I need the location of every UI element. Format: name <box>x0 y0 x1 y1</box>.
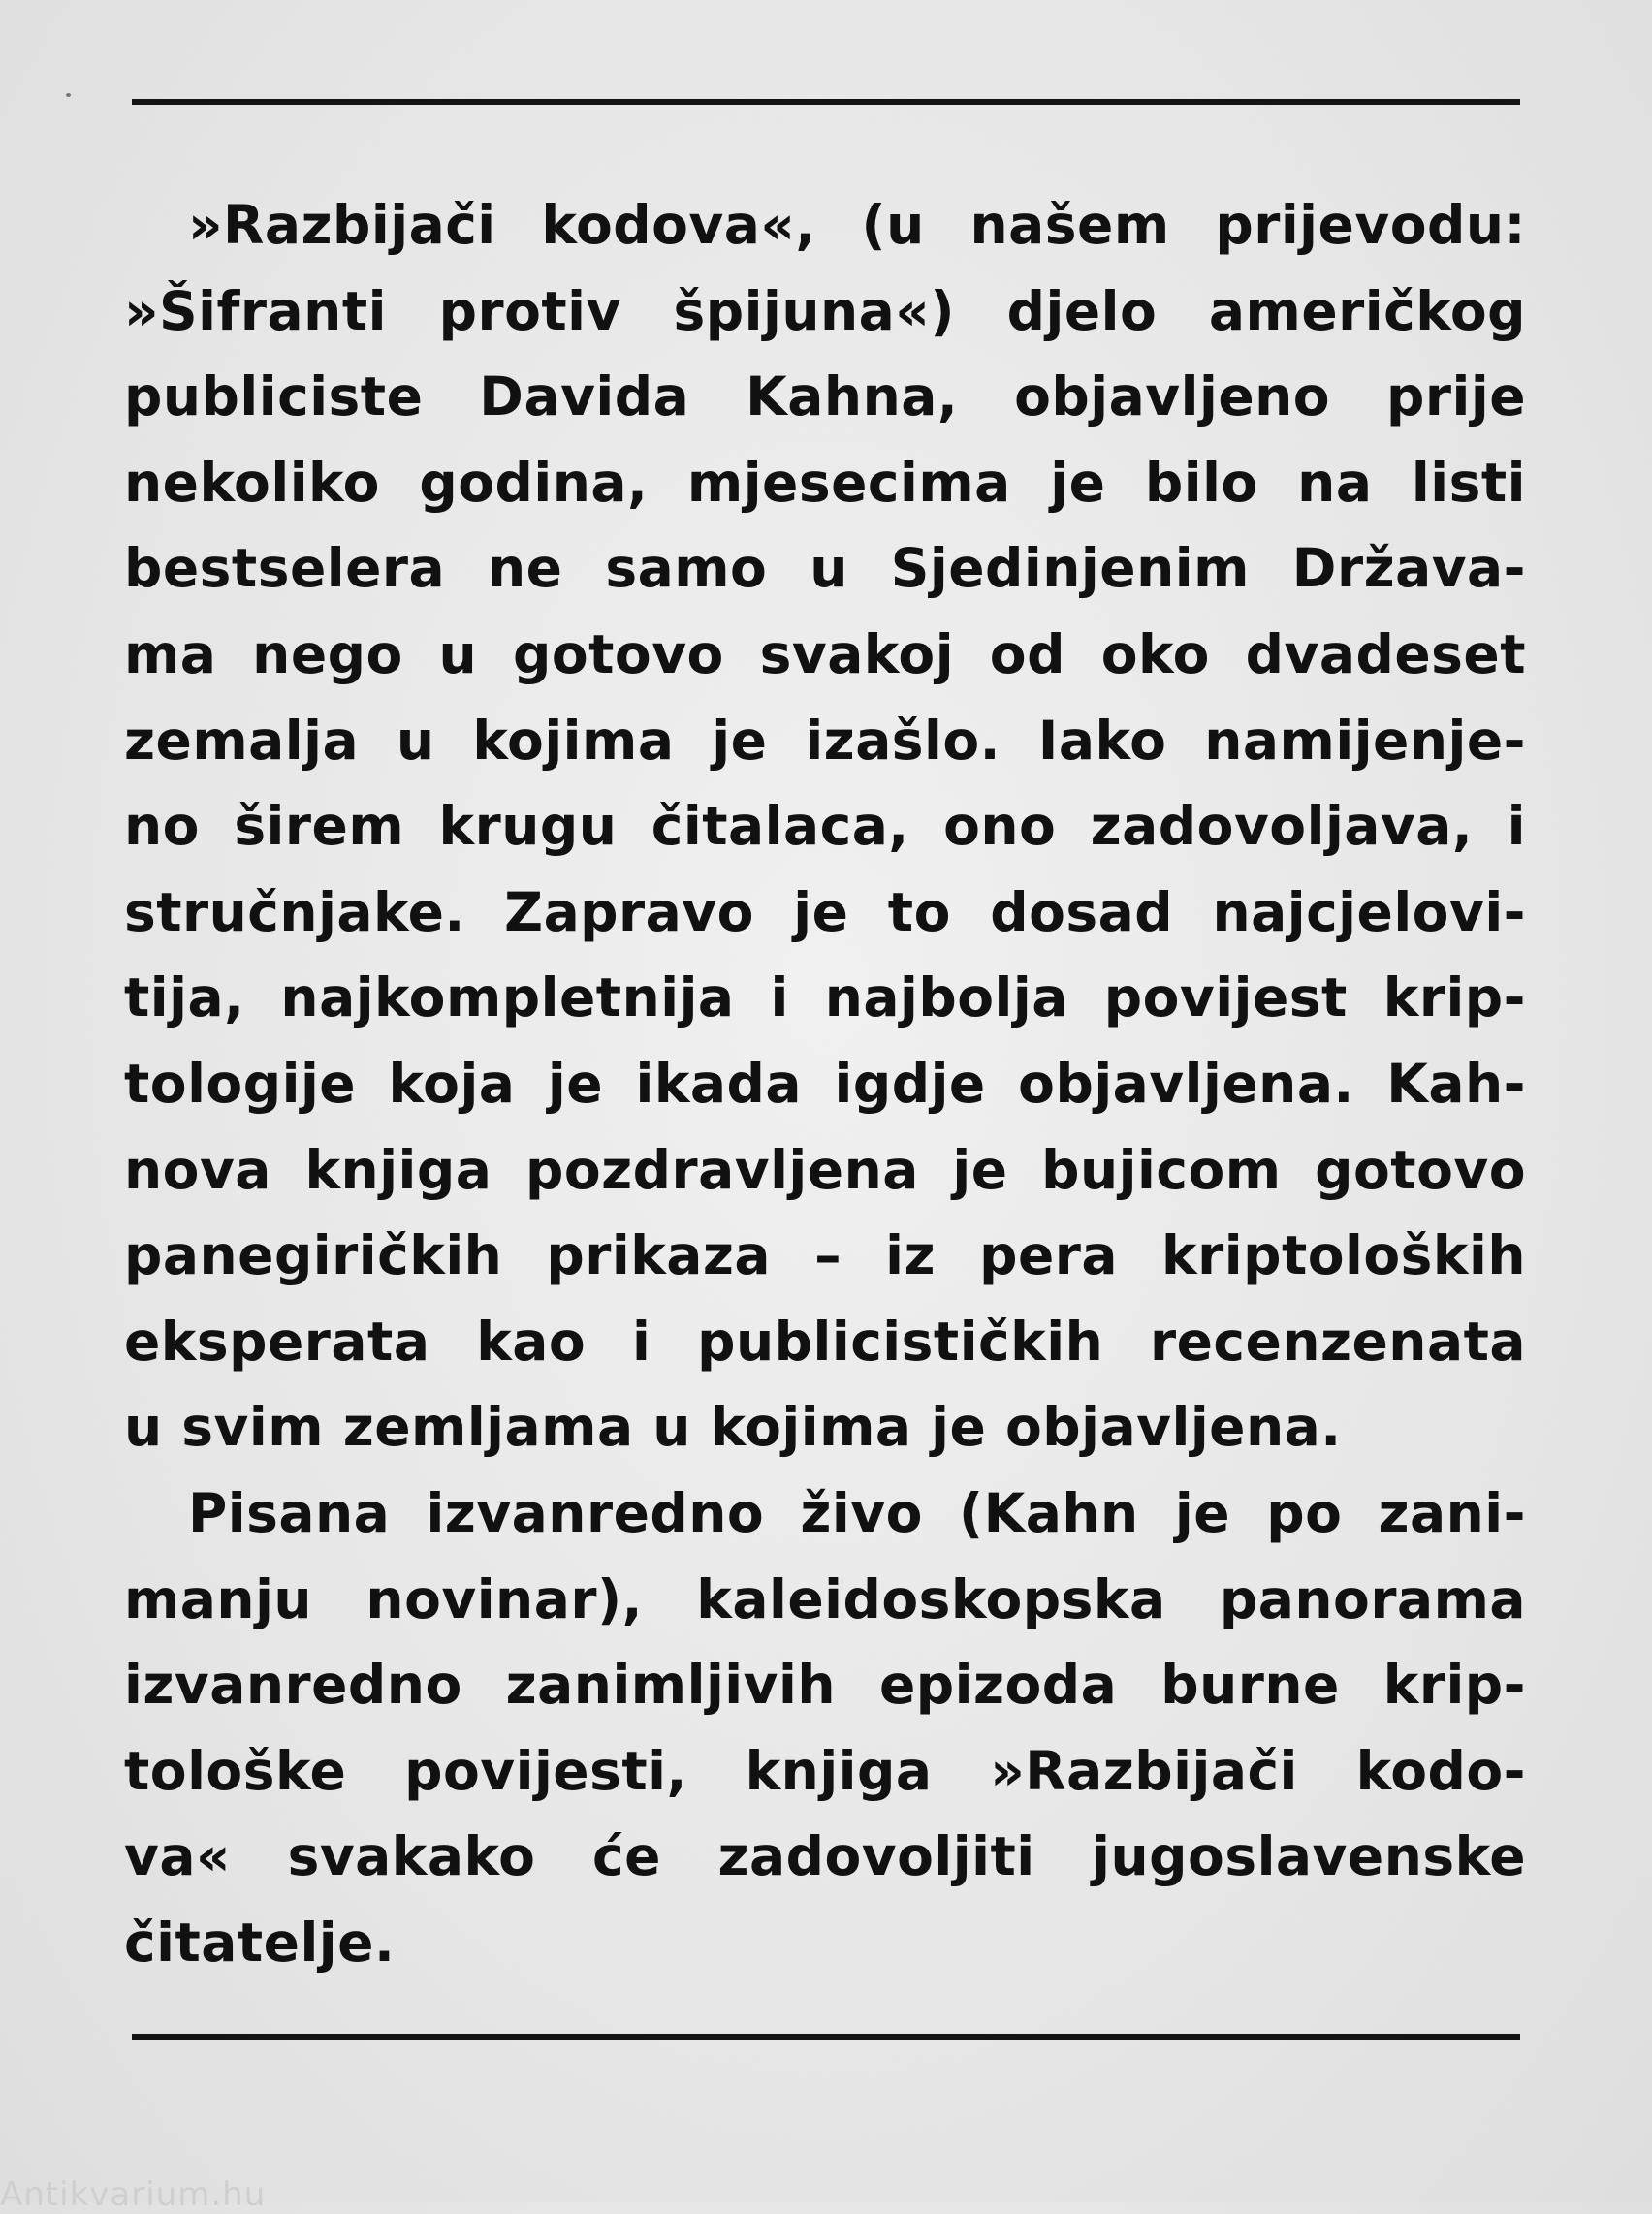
text-line: »Šifranti protiv špijuna«) djelo američkog <box>124 279 1526 342</box>
text-line: no širem krugu čitalaca, ono zadovoljava, i <box>124 795 1526 858</box>
bottom-rule <box>132 2034 1520 2040</box>
text-line: zemalja u kojima je izašlo. Iako namijenje- <box>124 709 1526 772</box>
blurb-text <box>124 182 1526 1985</box>
text-line: publiciste Davida Kahna, objavljeno prije <box>124 365 1526 428</box>
text-line: bestselera ne samo u Sjedinjenim Država- <box>124 537 1526 600</box>
paper-speck <box>66 93 71 97</box>
text-line: panegiričkih prikaza – iz pera kriptoloških <box>124 1224 1526 1287</box>
text-line: čitatelje. <box>124 1911 396 1974</box>
text-line: nekoliko godina, mjesecima je bilo na listi <box>124 451 1526 514</box>
top-rule <box>132 99 1520 105</box>
text-line: va« svakako će zadovoljiti jugoslavenske <box>124 1825 1526 1888</box>
text-line: ma nego u gotovo svakoj od oko dvadeset <box>124 622 1526 685</box>
text-line: tologije koja je ikada igdje objavljena. Kah- <box>124 1052 1526 1115</box>
text-line: tološke povijesti, knjiga »Razbijači kodo- <box>124 1739 1526 1802</box>
text-line: u svim zemljama u kojima je objavljena. <box>124 1396 1342 1459</box>
text-line: manju novinar), kaleidoskopska panorama <box>124 1567 1526 1630</box>
text-line: nova knjiga pozdravljena je bujicom gotovo <box>124 1138 1526 1201</box>
text-line: tija, najkompletnija i najbolja povijest krip- <box>124 966 1526 1029</box>
text-line: stručnjake. Zapravo je to dosad najcjelovi- <box>124 880 1526 943</box>
text-line: »Razbijači kodova«, (u našem prijevodu: <box>188 194 1526 256</box>
watermark: Antikvarium.hu <box>0 2175 267 2214</box>
text-line: eksperata kao i publicističkih recenzenata <box>124 1310 1526 1373</box>
text-line: Pisana izvanredno živo (Kahn je po zani- <box>188 1481 1526 1544</box>
text-line: izvanredno zanimljivih epizoda burne krip- <box>124 1654 1526 1717</box>
